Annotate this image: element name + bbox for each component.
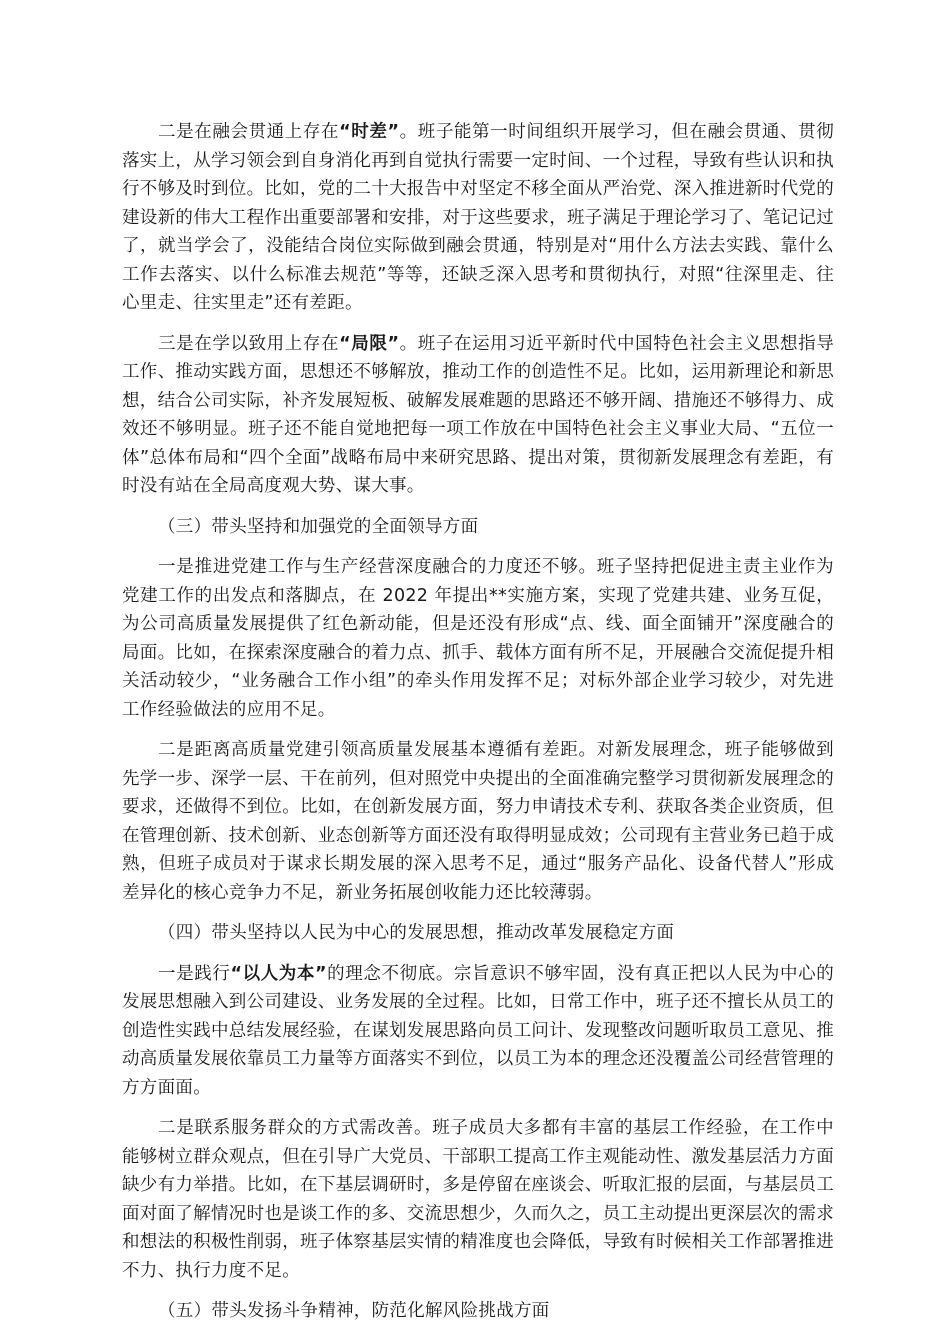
paragraph-lead: 二是联系服务群众的方式需改善。班子成员大多都有丰富的基层工作经验，在工作中能够树立群众观点，但在引导广大党员、干部职工提高工作主观能动性、激发基层活力方面缺少有力举措。比如，在下基层调研时，多是停留在座谈会、听取汇报的层面，与基层员工面对面了解情况时也是谈工作的多、交流思想少，久而久之，员工主动提出更深层次的需求和想法的积极性削弱，班子体察基层实情的精准度也会降低，导致有时候相关工作部署推进不力、执行力度不足。 xyxy=(122,1118,834,1281)
paragraph-lead: 三是在学以致用上存在 xyxy=(158,333,340,354)
paragraph-emphasis: “局限” xyxy=(339,333,400,354)
section-heading-5: （五）带头发扬斗争精神，防范化解风险挑战方面 xyxy=(158,1301,550,1321)
paragraph-people-first xyxy=(122,960,834,1103)
paragraph-lead: 二是在融会贯通上存在 xyxy=(158,122,340,142)
paragraph-lead: 一是践行 xyxy=(158,963,231,984)
paragraph-body: 的理念不彻底。宗旨意识不够牢固，没有真正把以人民为中心的发展思想融入到公司建设、业务发展的全过程。比如，日常工作中，班子还不擅长从员工的创造性实践中总结发展经验，在谋划发展思路向员工问计、发现整改问题听取员工意见、推动高质量发展依靠员工力量等方面落实不到位，以员工为本的理念还没覆盖公司经营管理的方方面面。 xyxy=(122,963,834,1098)
paragraph-body: 。班子能第一时间组织开展学习，但在融会贯通、贯彻落实上，从学习领会到自身消化再到自觉执行需要一定时间、一个过程，导致有些认识和执行不够及时到位。比如，党的二十大报告中对坚定不移全面从严治党、深入推进新时代党的建设新的伟大工程作出重要部署和安排，对于这些要求，班子满足于理论学习了、笔记记过了，就当学会了，没能结合岗位实际做到融会贯通，特别是对“用什么方法去实践、靠什么工作去落实、以什么标准去规范”等等，还缺乏深入思考和贯彻执行，对照“往深里走、往心里走、往实里走”还有差距。 xyxy=(122,122,835,313)
paragraph-serving-masses xyxy=(122,1114,834,1285)
paragraph-application-limit xyxy=(122,330,834,501)
paragraph-emphasis: “以人为本” xyxy=(230,963,327,984)
paragraph-body: 。班子在运用习近平新时代中国特色社会主义思想指导工作、推动实践方面，思想还不够解放，推动工作的创造性不足。比如，运用新理论和新思想，结合公司实际，补齐发展短板、破解发展难题的思路还不够开阔、措施还不够得力、成效还不够明显。班子还不能自觉地把每一项工作放在中国特色社会主义事业大局、“五位一体”总体布局和“四个全面”战略布局中来研究思路、提出对策，贯彻新发展理念有差距，有时没有站在全局高度观大势、谋大事。 xyxy=(122,333,835,496)
document-page xyxy=(122,118,834,1326)
section-heading-4: （四）带头坚持以人民为中心的发展思想，推动改革发展稳定方面 xyxy=(158,923,675,943)
paragraph-lead: 二是距离高质量党建引领高质量发展基本遵循有差距。对新发展理念，班子能够做到先学一步、深学一层、干在前列，但对照党中央提出的全面准确完整学习贯彻新发展理念的要求，还做得不到位。比如，在创新发展方面，努力申请技术专利、获取各类企业资质，但在管理创新、技术创新、业态创新等方面还没有取得明显成效；公司现有主营业务已趋于成熟，但班子成员对于谋求长期发展的深入思考不足，通过“服务产品化、设备代替人”形成差异化的核心竞争力不足，新业务拓展创收能力还比较薄弱。 xyxy=(122,740,834,903)
paragraph-party-integration xyxy=(122,553,834,724)
paragraph-emphasis: “时差” xyxy=(339,122,400,142)
paragraph-lead: 一是推进党建工作与生产经营深度融合的力度还不够。班子坚持把促进主责主业作为党建工作的出发点和落脚点，在 2022 年提出**实施方案，实现了党建共建、业务互促，为公司高质量发展提供了红色新动能，但是还没有形成“点、线、面全面铺开”深度融合的局面。比如，在探索深度融合的着力点、抓手、载体方面有所不足，开展融合交流促提升相关活动较少，“业务融合工作小组”的牵头作用发挥不足；对标外部企业学习较少，对先进工作经验做法的应用不足。 xyxy=(122,557,834,720)
paragraph-quality-development xyxy=(122,736,834,907)
section-heading-3: （三）带头坚持和加强党的全面领导方面 xyxy=(158,516,479,537)
paragraph-timing-gap xyxy=(122,118,834,318)
